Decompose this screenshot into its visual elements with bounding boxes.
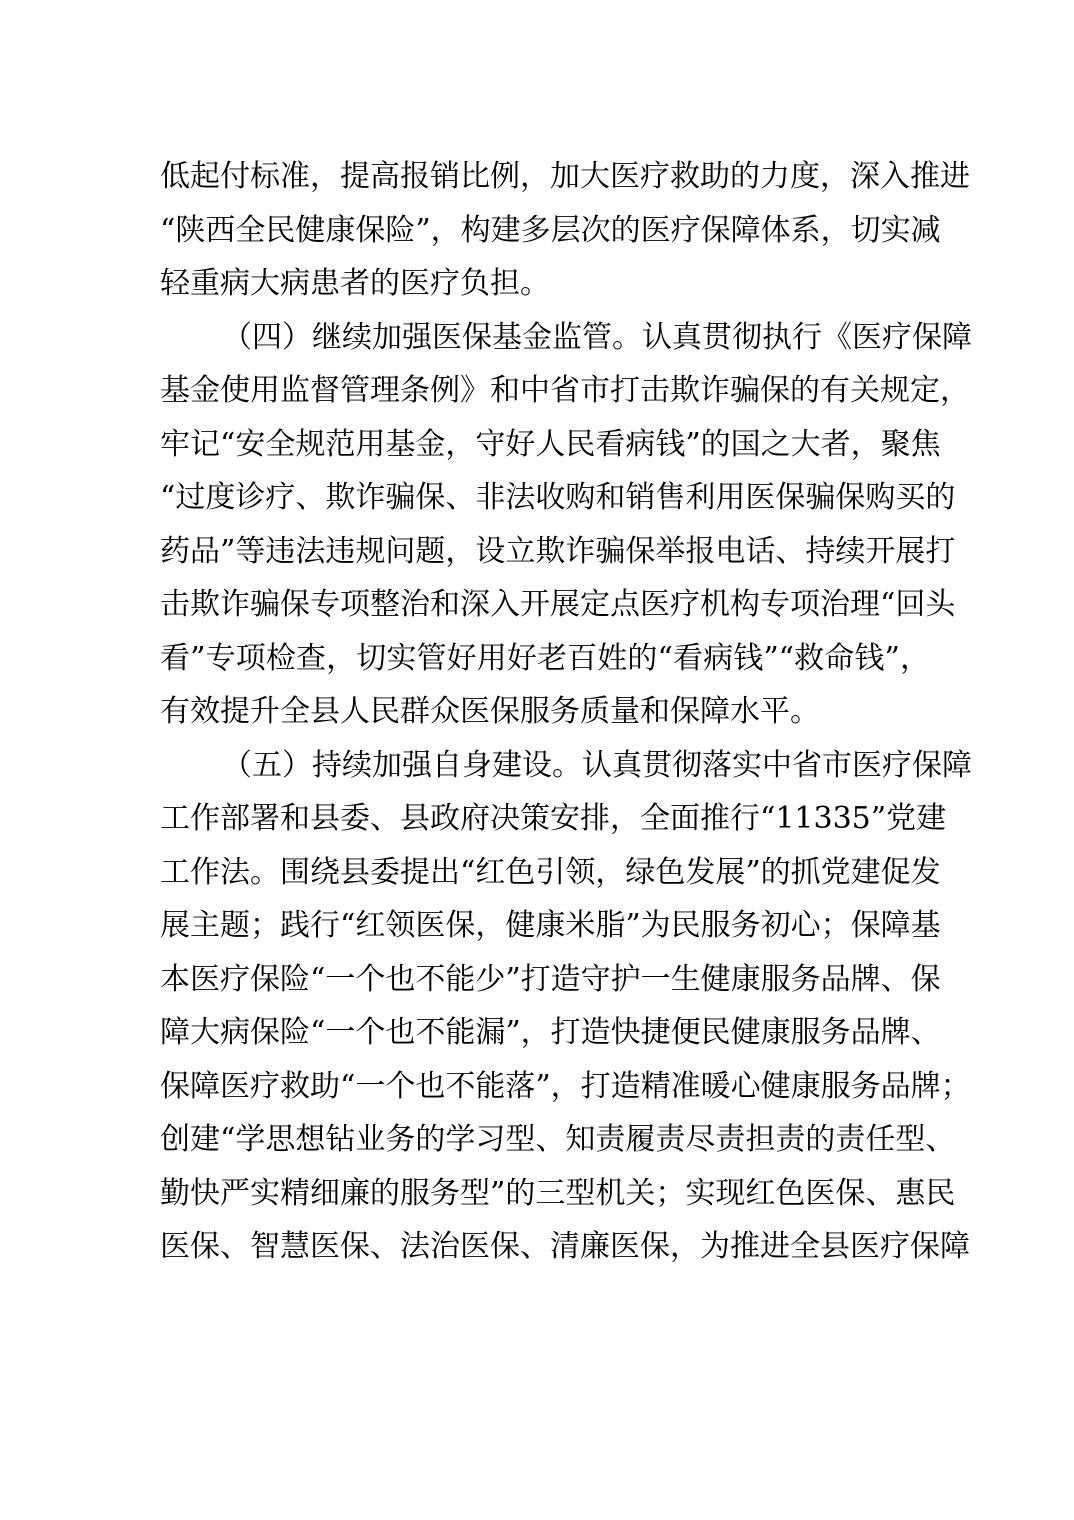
paragraph-continued [160,150,970,311]
section-heading-line: （四）继续加强医保基金监管。认真贯彻执行《医疗保障 [222,319,972,355]
paragraph-section-four [160,311,972,739]
text-line: 工作部署和县委、县政府决策安排，全面推行“11335”党建 [160,801,947,836]
text-line: 低起付标准，提高报销比例，加大医疗救助的力度，深入推进 [160,159,970,194]
text-line: 牢记“安全规范用基金，守好人民看病钱”的国之大者，聚焦 [160,426,941,462]
text-line: 药品”等违法违规问题，设立欺诈骗保举报电话、持续开展打 [160,533,956,569]
text-line: 看”专项检查，切实管好用好老百姓的“看病钱”“救命钱”， [160,640,930,676]
text-line: 本医疗保险“一个也不能少”打造守护一生健康服务品牌、保 [160,961,941,997]
text-line: 勤快严实精细廉的服务型”的三型机关；实现红色医保、惠民 [160,1175,956,1211]
text-line: 医保、智慧医保、法治医保、清廉医保，为推进全县医疗保障 [160,1229,970,1264]
text-line: 击欺诈骗保专项整治和深入开展定点医疗机构专项治理“回头 [160,587,956,622]
text-line: 工作法。围绕县委提出“红色引领，绿色发展”的抓党建促发 [160,854,941,890]
text-line: 展主题；践行“红领医保，健康米脂”为民服务初心；保障基 [160,908,941,943]
text-line: 保障医疗救助“一个也不能落”，打造精准暖心健康服务品牌； [160,1068,971,1104]
section-heading-line: （五）持续加强自身建设。认真贯彻落实中省市医疗保障 [222,747,972,783]
text-line: “过度诊疗、欺诈骗保、非法收购和销售利用医保骗保购买的 [160,480,956,515]
paragraph-section-five [160,739,972,1274]
document-body [160,150,972,1274]
text-line: 障大病保险“一个也不能漏”，打造快捷便民健康服务品牌、 [160,1015,941,1050]
text-line: 基金使用监督管理条例》和中省市打击欺诈骗保的有关规定， [160,373,970,408]
text-line: 轻重病大病患者的医疗负担。 [160,266,550,301]
text-line: 创建“学思想钻业务的学习型、知责履责尽责担责的责任型、 [160,1122,956,1157]
text-line: “陕西全民健康保险”，构建多层次的医疗保障体系，切实减 [160,212,941,248]
text-line: 有效提升全县人民群众医保服务质量和保障水平。 [160,694,820,729]
